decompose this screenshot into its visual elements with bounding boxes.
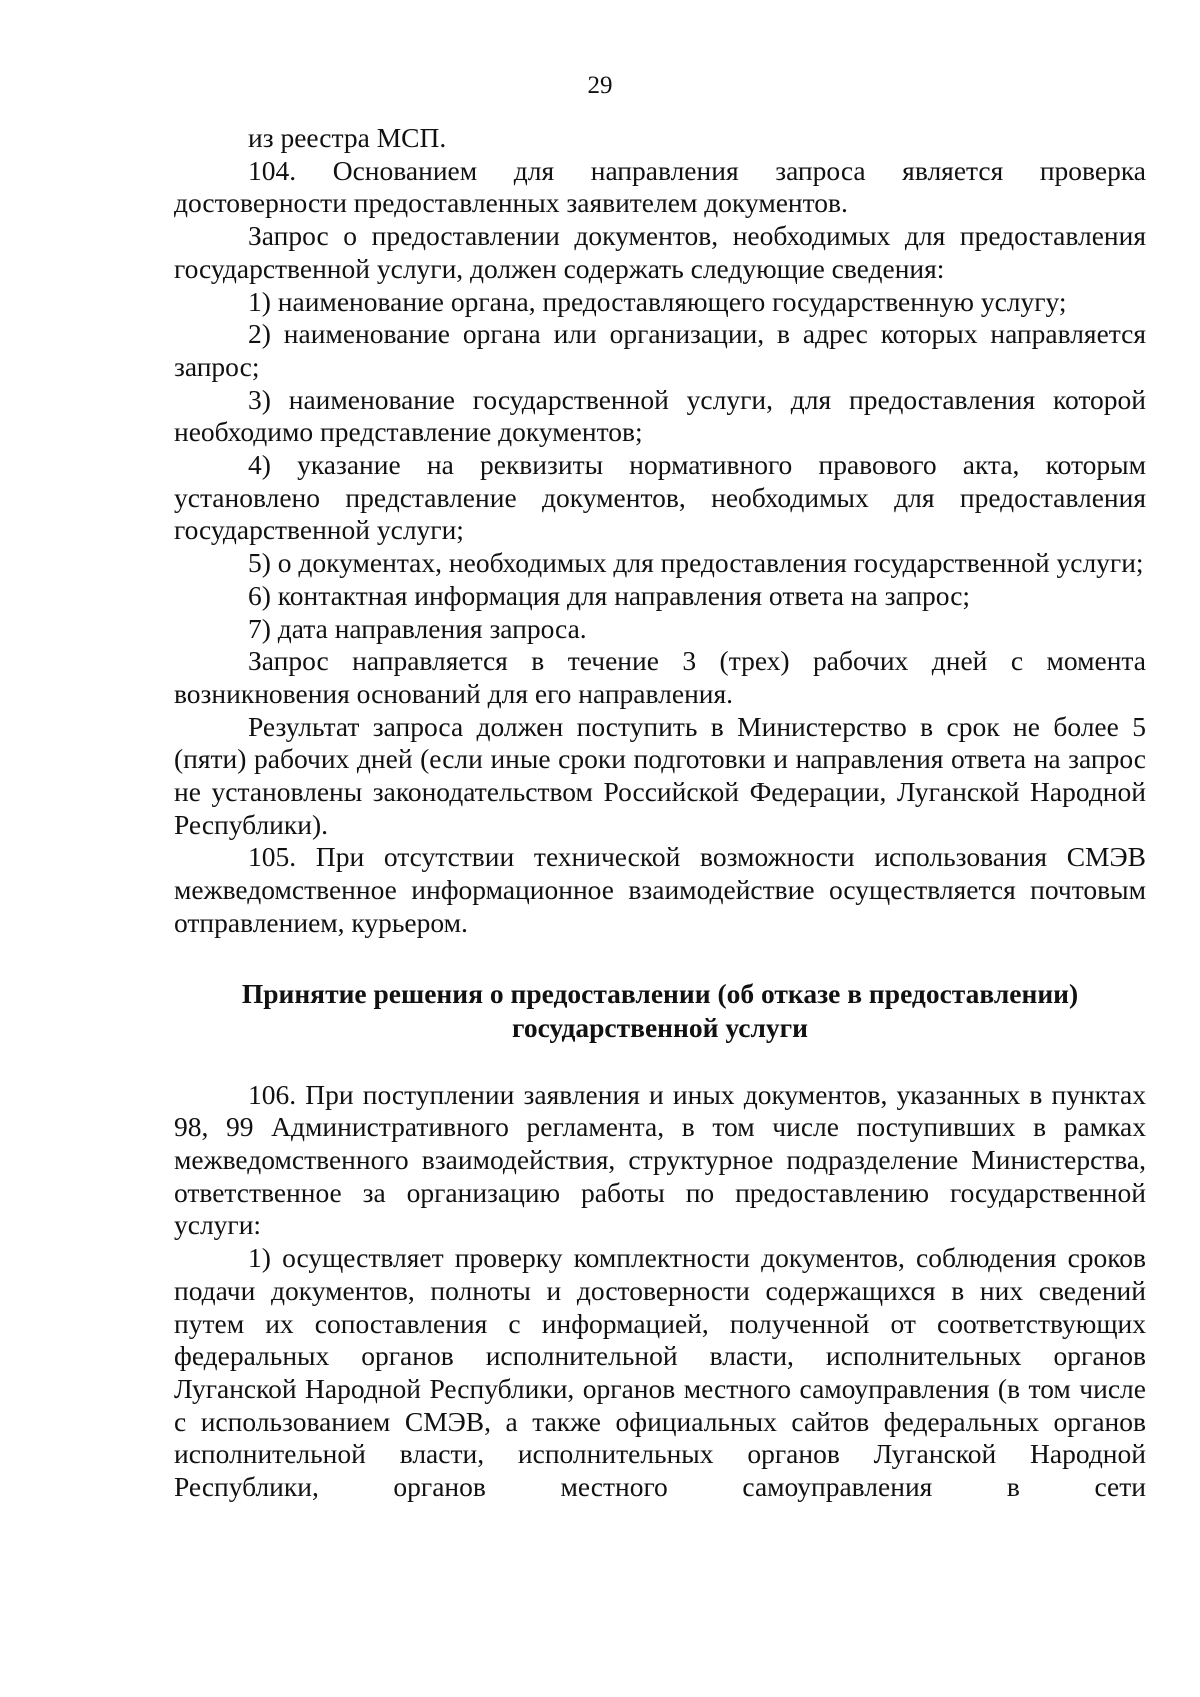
paragraph-105: 105. При отсутствии технической возможности использования СМЭВ межведомственное информационное взаимодействие осуществляется почтовым отправлением, курьером. <box>174 841 1146 938</box>
paragraph: Запрос направляется в течение 3 (трех) рабочих дней с момента возникновения оснований для его направления. <box>174 645 1146 709</box>
list-item: 1) наименование органа, предоставляющего государственную услугу; <box>248 285 1067 317</box>
paragraph-104: 104. Основанием для направления запроса является проверка достоверности предоставленных заявителем документов. <box>174 154 1146 219</box>
page-number: 29 <box>587 72 613 99</box>
list-item: 1) осуществляет проверку комплектности документов, соблюдения сроков подачи документов, полноты и достоверности содержащихся в них сведений путем их сопоставления с информацией, полученной от соответствующих федеральных органов исполнительной власти, исполнительных органов Луганской Народной Республики, органов местного самоуправления (в том числе с использованием СМЭВ, а также официальных сайтов федеральных органов исполнительной власти, исполнительных органов Луганской Народной Республики, органов местного самоуправления в сети <box>174 1242 1146 1503</box>
list-item: 5) о документах, необходимых для предоставления государственной услуги; <box>248 547 1144 579</box>
paragraph-106: 106. При поступлении заявления и иных документов, указанных в пунктах 98, 99 Административного регламента, в том числе поступивших в рамках межведомственного взаимодействия, структурное подразделение Министерства, ответственное за организацию работы по предоставлению государственной услуги: <box>174 1078 1146 1241</box>
list-item: 4) указание на реквизиты нормативного правового акта, которым установлено представление документов, необходимых для предоставления государственной услуги; <box>174 449 1146 546</box>
section-heading-line: государственной услуги <box>512 1011 808 1043</box>
list-item: 2) наименование органа или организации, в адрес которых направляется запрос; <box>174 318 1146 382</box>
paragraph: Запрос о предоставлении документов, необходимых для предоставления государственной услуги, должен содержать следующие сведения: <box>174 220 1146 284</box>
document-body <box>174 122 1146 1504</box>
section-heading <box>174 977 1146 1045</box>
section-heading-line: Принятие решения о предоставлении (об отказе в предоставлении) <box>241 977 1079 1009</box>
list-item: 7) дата направления запроса. <box>248 612 587 644</box>
paragraph: Результат запроса должен поступить в Министерство в срок не более 5 (пяти) рабочих дней (если иные сроки подготовки и направления ответа на запрос не установлены законодательством Российской Федерации, Луганской Народной Республики). <box>174 710 1146 840</box>
list-item: 3) наименование государственной услуги, для предоставления которой необходимо представление документов; <box>174 383 1146 448</box>
list-item: 6) контактная информация для направления ответа на запрос; <box>248 579 971 611</box>
paragraph: из реестра МСП. <box>248 122 447 153</box>
